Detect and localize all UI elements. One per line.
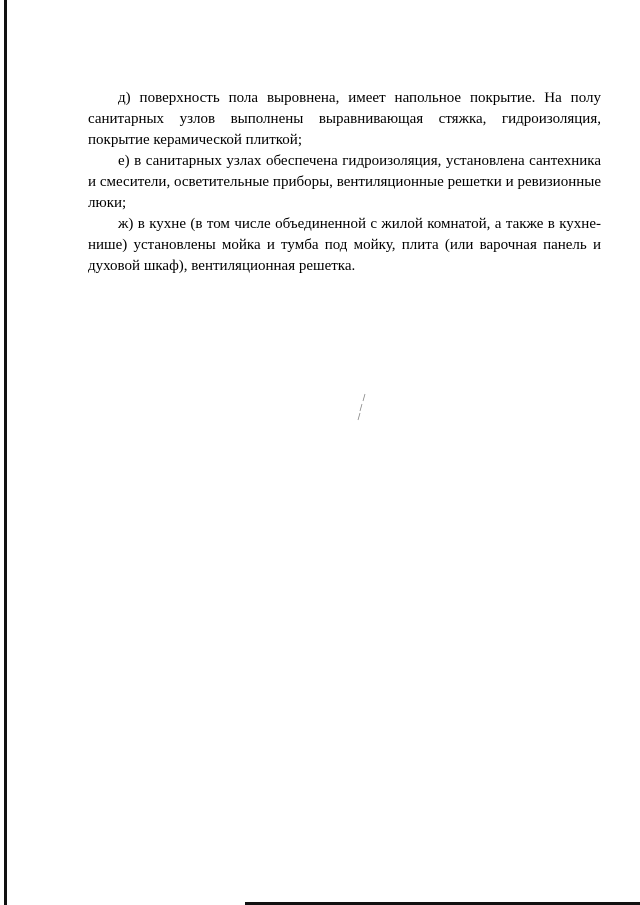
stray-pen-mark — [357, 393, 367, 421]
paragraph-d: д) поверхность пола выровнена, имеет напольное покрытие. На полу санитарных узлов выполнены выравнивающая стяжка, гидроизоляция, покрытие керамической плиткой; — [88, 90, 601, 148]
scan-left-edge — [4, 0, 7, 905]
document-body — [88, 88, 601, 277]
paragraph-zh: ж) в кухне (в том числе объединенной с жилой комнатой, а также в кухне-нише) установлены мойка и тумба под мойку, плита (или варочная панель и духовой шкаф), вентиляционная решетка. — [88, 216, 601, 274]
paragraph-e: е) в санитарных узлах обеспечена гидроизоляция, установлена сантехника и смесители, осветительные приборы, вентиляционные решетки и ревизионные люки; — [88, 153, 601, 211]
